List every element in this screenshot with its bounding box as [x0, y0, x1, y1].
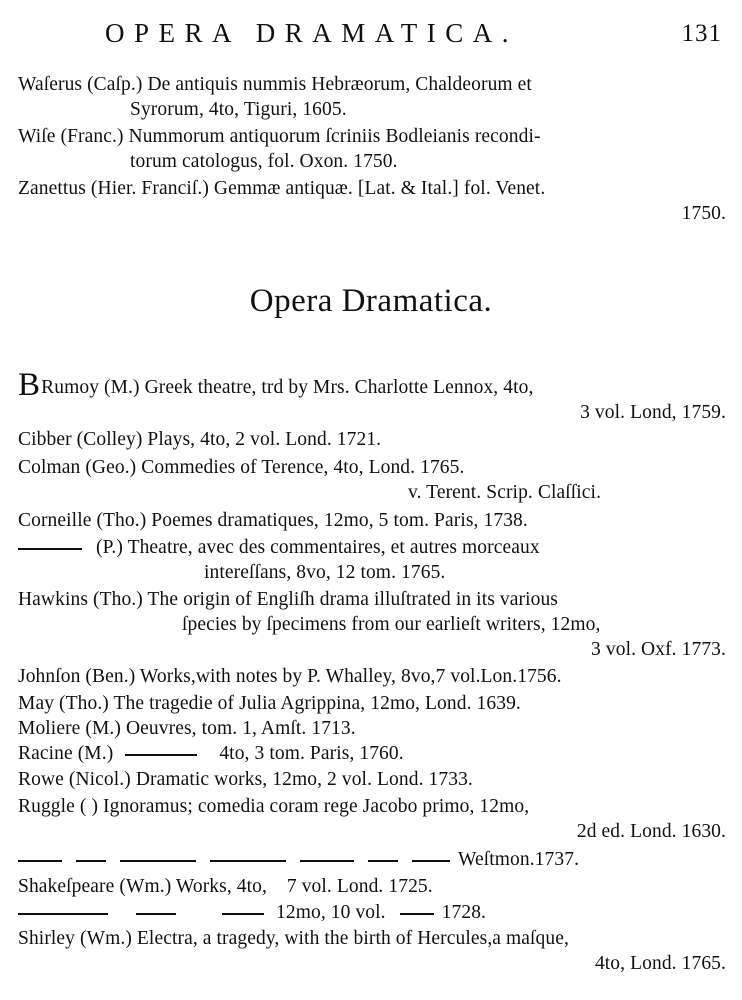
entry-text: Weſtmon.1737.	[458, 849, 580, 870]
entry-shirley	[18, 926, 726, 976]
entry-line: Waſerus (Caſp.) De antiquis nummis Hebræorum, Chaldeorum et	[18, 74, 532, 95]
entry-waserus	[18, 72, 726, 122]
entry-moliere	[18, 716, 726, 741]
ditto-rule	[412, 860, 450, 862]
entry-text: 4to, 3 tom. Paris, 1760.	[219, 743, 404, 764]
entry-line: 1750.	[681, 203, 726, 224]
entry-line: Colman (Geo.) Commedies of Terence, 4to, Lond. 1765.	[18, 457, 465, 478]
entry-line: Moliere (M.) Oeuvres, tom. 1, Amſt. 1713.	[18, 718, 356, 739]
ditto-rule	[120, 860, 196, 862]
entry-line: v. Terent. Scrip. Claſſici.	[408, 482, 602, 503]
entry-line: May (Tho.) The tragedie of Julia Agrippina, 12mo, Lond. 1639.	[18, 693, 521, 714]
entry-line	[18, 367, 726, 403]
entry-line: 3 vol. Lond, 1759.	[580, 402, 726, 423]
entry-corneille-tho	[18, 508, 726, 533]
entry-line: Johnſon (Ben.) Works,with notes by P. Whalley, 8vo,7 vol.Lon.1756.	[18, 666, 562, 687]
ditto-rule	[300, 860, 354, 862]
drop-cap: B	[18, 367, 41, 403]
entry-line: Rowe (Nicol.) Dramatic works, 12mo, 2 vol. Lond. 1733.	[18, 769, 473, 790]
entry-line: 2d ed. Lond. 1630.	[576, 821, 726, 842]
ditto-rule	[18, 913, 108, 915]
entry-line	[18, 900, 726, 925]
entry-cibber	[18, 427, 726, 452]
entry-line: Shirley (Wm.) Electra, a tragedy, with the birth of Hercules,a maſque,	[18, 928, 569, 949]
running-title: OPERA DRAMATICA.	[105, 18, 519, 48]
entry-line: Zanettus (Hier. Franciſ.) Gemmæ antiquæ. [Lat. & Ital.] fol. Venet.	[18, 178, 546, 199]
entry-rowe	[18, 767, 726, 792]
entry-line: torum catologus, fol. Oxon. 1750.	[130, 151, 398, 172]
entry-westmon	[18, 847, 726, 872]
entry-text: Rumoy (M.) Greek theatre, trd by Mrs. Charlotte Lennox, 4to,	[41, 377, 534, 398]
ditto-rule	[18, 548, 82, 550]
entry-line: Wiſe (Franc.) Nummorum antiquorum ſcriniis Bodleianis recondi-	[18, 126, 541, 147]
entry-line: Cibber (Colley) Plays, 4to, 2 vol. Lond. 1721.	[18, 429, 382, 450]
entry-shakespeare	[18, 874, 726, 899]
section-title: Opera Dramatica.	[249, 283, 493, 319]
entry-text: (P.) Theatre, avec des commentaires, et autres morceaux	[96, 537, 540, 558]
entry-line	[18, 847, 726, 872]
entry-line: Syrorum, 4to, Tiguri, 1605.	[130, 99, 347, 120]
entry-line: ſpecies by ſpecimens from our earlieſt writers, 12mo,	[182, 614, 601, 635]
entry-corneille-p	[18, 535, 726, 585]
ditto-rule	[76, 860, 106, 862]
entry-line: 3 vol. Oxf. 1773.	[591, 639, 726, 660]
entry-text: Racine (M.)	[18, 743, 114, 764]
entry-brumoy	[18, 367, 726, 425]
entry-racine	[18, 741, 726, 766]
entry-shakespeare-12mo	[18, 900, 726, 925]
entry-johnson	[18, 664, 726, 689]
entry-line: Ruggle ( ) Ignoramus; comedia coram rege Jacobo primo, 12mo,	[18, 796, 530, 817]
entry-line: intereſſans, 8vo, 12 tom. 1765.	[204, 562, 446, 583]
page-number: 131	[681, 20, 722, 47]
entry-ruggle	[18, 794, 726, 844]
entry-text: 1728.	[441, 902, 487, 923]
ditto-rule	[400, 913, 434, 915]
ditto-rule	[136, 913, 176, 915]
ditto-rule	[18, 860, 62, 862]
ditto-rule	[210, 860, 286, 862]
ditto-rule	[368, 860, 398, 862]
entry-may	[18, 691, 726, 716]
entry-line: Hawkins (Tho.) The origin of Engliſh drama illuſtrated in its various	[18, 589, 558, 610]
ditto-rule	[125, 754, 197, 756]
entry-hawkins	[18, 587, 726, 662]
entry-line: Corneille (Tho.) Poemes dramatiques, 12mo, 5 tom. Paris, 1738.	[18, 510, 528, 531]
entry-line	[18, 535, 726, 560]
entry-colman	[18, 455, 726, 505]
entry-wise	[18, 124, 726, 174]
running-head	[0, 18, 742, 52]
entry-line: Shakeſpeare (Wm.) Works, 4to, 7 vol. Lond. 1725.	[18, 876, 433, 897]
ditto-rule	[222, 913, 264, 915]
entry-line	[18, 741, 726, 766]
entry-text: 12mo, 10 vol.	[276, 902, 386, 923]
entry-zanettus	[18, 176, 726, 226]
entry-line: 4to, Lond. 1765.	[594, 953, 726, 974]
